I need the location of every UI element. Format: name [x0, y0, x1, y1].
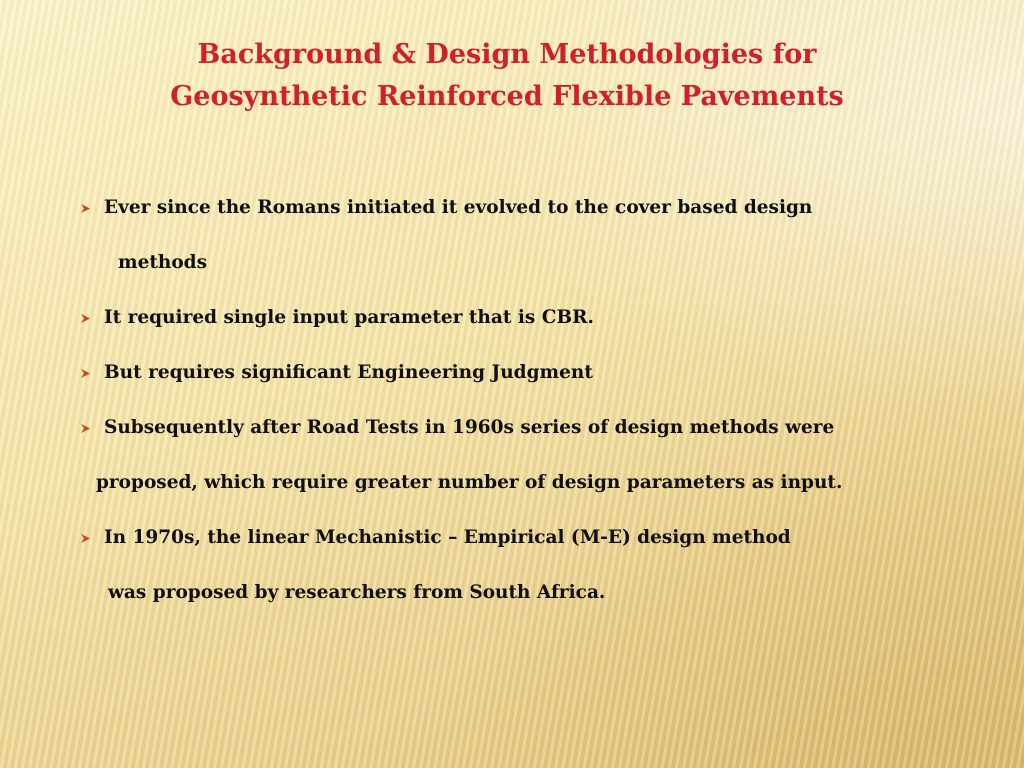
title-line-1: Background & Design Methodologies for: [197, 39, 817, 70]
bullet-1-text: Ever since the Romans initiated it evolved to the cover based design: [104, 197, 813, 218]
bullet-2-text: It required single input parameter that is CBR.: [104, 307, 594, 328]
bullet-4-text: Subsequently after Road Tests in 1960s series of design methods were: [104, 417, 835, 438]
slide-title: [92, 34, 922, 118]
bullet-1-continuation: methods: [118, 252, 208, 273]
arrowhead-bullet-icon: [80, 298, 94, 338]
arrowhead-bullet-icon: [80, 353, 94, 393]
bullet-5-continuation: was proposed by researchers from South Africa.: [108, 582, 606, 603]
bullet-4-continuation: proposed, which require greater number of design parameters as input.: [96, 472, 843, 493]
arrowhead-bullet-icon: [80, 518, 94, 558]
arrowhead-bullet-icon: [80, 188, 94, 228]
arrowhead-bullet-icon: [80, 408, 94, 448]
title-line-2: Geosynthetic Reinforced Flexible Pavements: [170, 81, 844, 112]
bullet-5-text: In 1970s, the linear Mechanistic – Empirical (M-E) design method: [104, 527, 791, 548]
bullet-3-text: But requires significant Engineering Judgment: [104, 362, 593, 383]
